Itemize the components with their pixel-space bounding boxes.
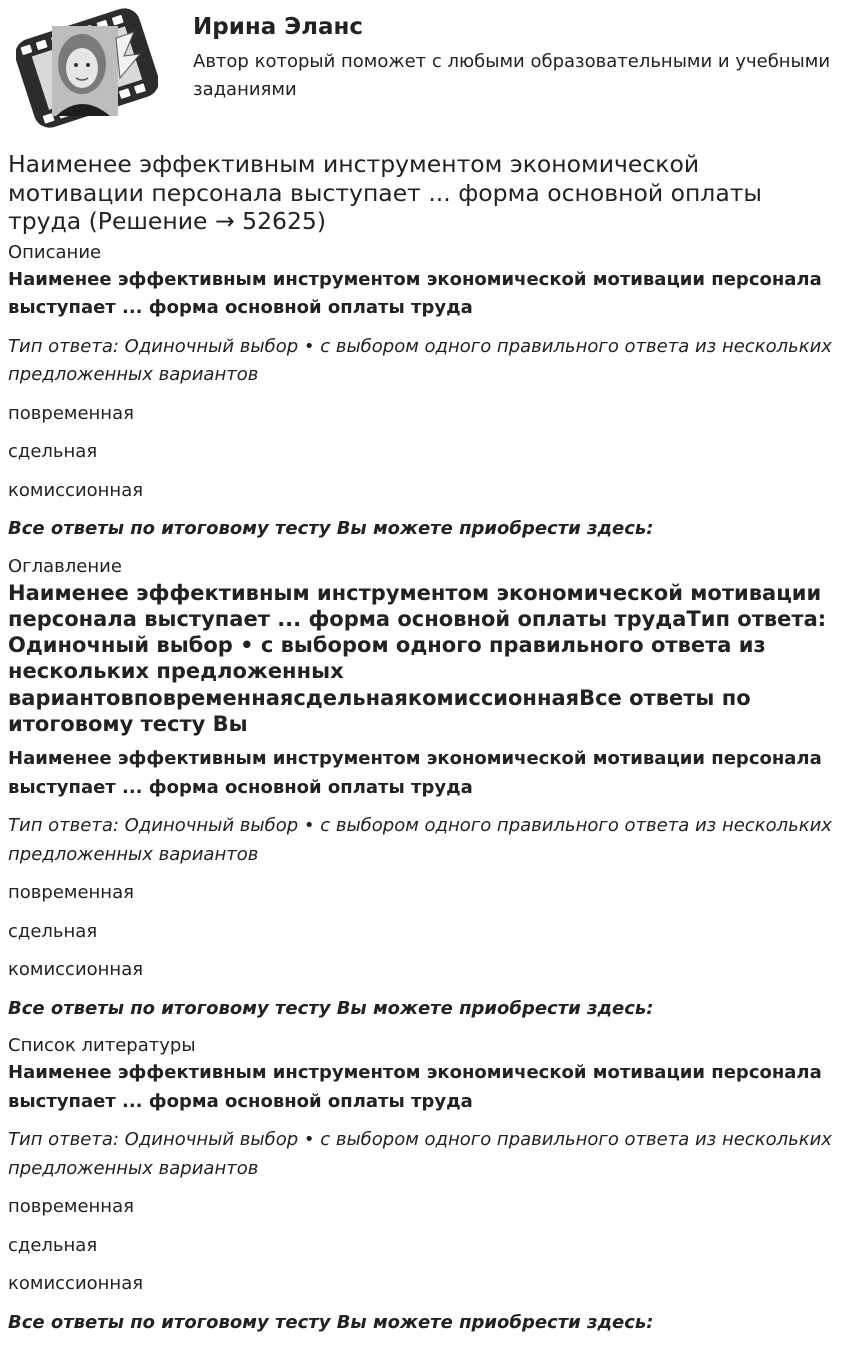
answer-type: Тип ответа: Одиночный выбор • с выбором одного правильного ответа из нескольких предложенных вариантов (8, 815, 832, 865)
option-item: комиссионная (8, 1273, 144, 1295)
question-text: Наименее эффективным инструментом экономической мотивации персонала выступает ... форма основной оплаты труда (8, 748, 822, 798)
answer-type: Тип ответа: Одиночный выбор • с выбором одного правильного ответа из нескольких предложенных вариантов (8, 1129, 832, 1179)
purchase-cta: Все ответы по итоговому тесту Вы можете приобрести здесь: (8, 518, 654, 539)
answer-type: Тип ответа: Одиночный выбор • с выбором одного правильного ответа из нескольких предложенных вариантов (8, 335, 832, 385)
question-text: Наименее эффективным инструментом экономической мотивации персонала выступает ... форма основной оплаты труда (8, 268, 822, 318)
option-item: сдельная (8, 1234, 98, 1256)
option-item: сдельная (8, 920, 98, 942)
toc-heading: Наименее эффективным инструментом экономической мотивации персонала выступает ... форма основной оплаты трудаТип ответа: Одиночный выбор • с выбором одного правильного ответа из нескольких предложенных вариантовповременнаясдельнаякомиссионнаяВсе ответы по итоговому тесту Вы (8, 580, 827, 736)
option-item: повременная (8, 882, 134, 904)
option-item: повременная (8, 1196, 134, 1218)
section-label-description: Описание (8, 241, 102, 263)
option-item: повременная (8, 402, 134, 424)
author-description: Автор который поможет с любыми образовательными и учебными заданиями (193, 51, 831, 100)
description-section (8, 240, 839, 544)
option-item: сдельная (8, 441, 98, 462)
section-label-toc: Оглавление (8, 555, 122, 577)
purchase-cta: Все ответы по итоговому тесту Вы можете приобрести здесь: (8, 1311, 654, 1333)
option-item: комиссионная (8, 959, 144, 981)
question-text: Наименее эффективным инструментом экономической мотивации персонала выступает ... форма основной оплаты труда (8, 1062, 822, 1112)
author-name[interactable]: Ирина Эланс (193, 14, 364, 40)
author-card (8, 0, 839, 140)
section-label-literature: Список литературы (8, 1035, 196, 1057)
purchase-cta: Все ответы по итоговому тесту Вы можете приобрести здесь: (8, 997, 654, 1019)
toc-section (8, 554, 839, 1024)
author-avatar[interactable] (16, 8, 158, 128)
option-item: комиссионная (8, 479, 144, 501)
page-title: Наименее эффективным инструментом экономической мотивации персонала выступает ... форма основной оплаты труда (Решение → 52625) (8, 150, 762, 235)
literature-section (8, 1033, 839, 1337)
